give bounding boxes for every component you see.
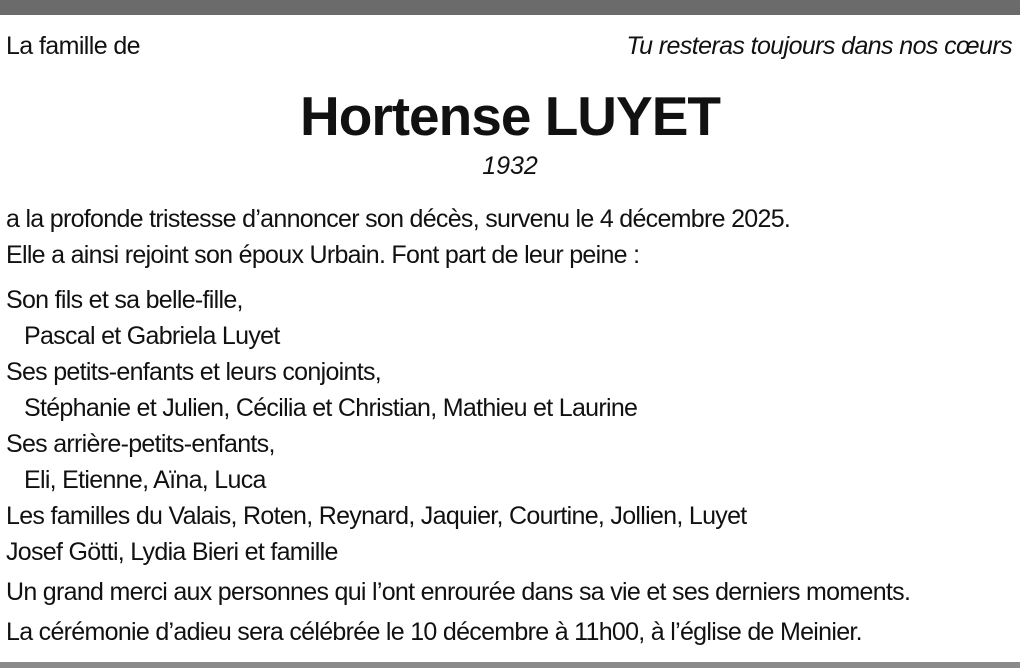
family-group-names: Stéphanie et Julien, Cécilia et Christian, Mathieu et Laurine xyxy=(24,394,638,422)
family-group-names: Eli, Etienne, Aïna, Luca xyxy=(24,466,266,494)
memorial-quote: Tu resteras toujours dans nos cœurs xyxy=(626,32,1012,60)
notice-body xyxy=(6,201,1016,650)
family-group-label: Ses arrière-petits-enfants, xyxy=(6,430,275,458)
deceased-name: Hortense LUYET xyxy=(300,85,720,147)
other-families-line: Les familles du Valais, Roten, Reynard, Jaquier, Courtine, Jollien, Luyet xyxy=(6,502,747,530)
family-group-names: Pascal et Gabriela Luyet xyxy=(24,322,280,350)
birth-year: 1932 xyxy=(482,152,538,180)
announcement-line: Elle a ainsi rejoint son époux Urbain. Font part de leur peine : xyxy=(6,241,640,269)
top-border-rule xyxy=(0,0,1020,15)
family-group-label: Ses petits-enfants et leurs conjoints, xyxy=(6,358,381,386)
other-families-line: Josef Götti, Lydia Bieri et famille xyxy=(6,538,338,566)
bottom-border-rule xyxy=(0,662,1020,668)
family-group-label: Son fils et sa belle-fille, xyxy=(6,286,243,314)
notice-header xyxy=(6,32,1012,61)
family-list xyxy=(6,282,1016,570)
ceremony-text: La cérémonie d’adieu sera célébrée le 10 décembre à 11h00, à l’église de Meinier. xyxy=(6,618,862,646)
announcement-line: a la profonde tristesse d’annoncer son décès, survenu le 4 décembre 2025. xyxy=(6,205,791,233)
family-intro-text: La famille de xyxy=(6,32,140,60)
thanks-text: Un grand merci aux personnes qui l’ont enrourée dans sa vie et ses derniers moments. xyxy=(6,578,911,606)
